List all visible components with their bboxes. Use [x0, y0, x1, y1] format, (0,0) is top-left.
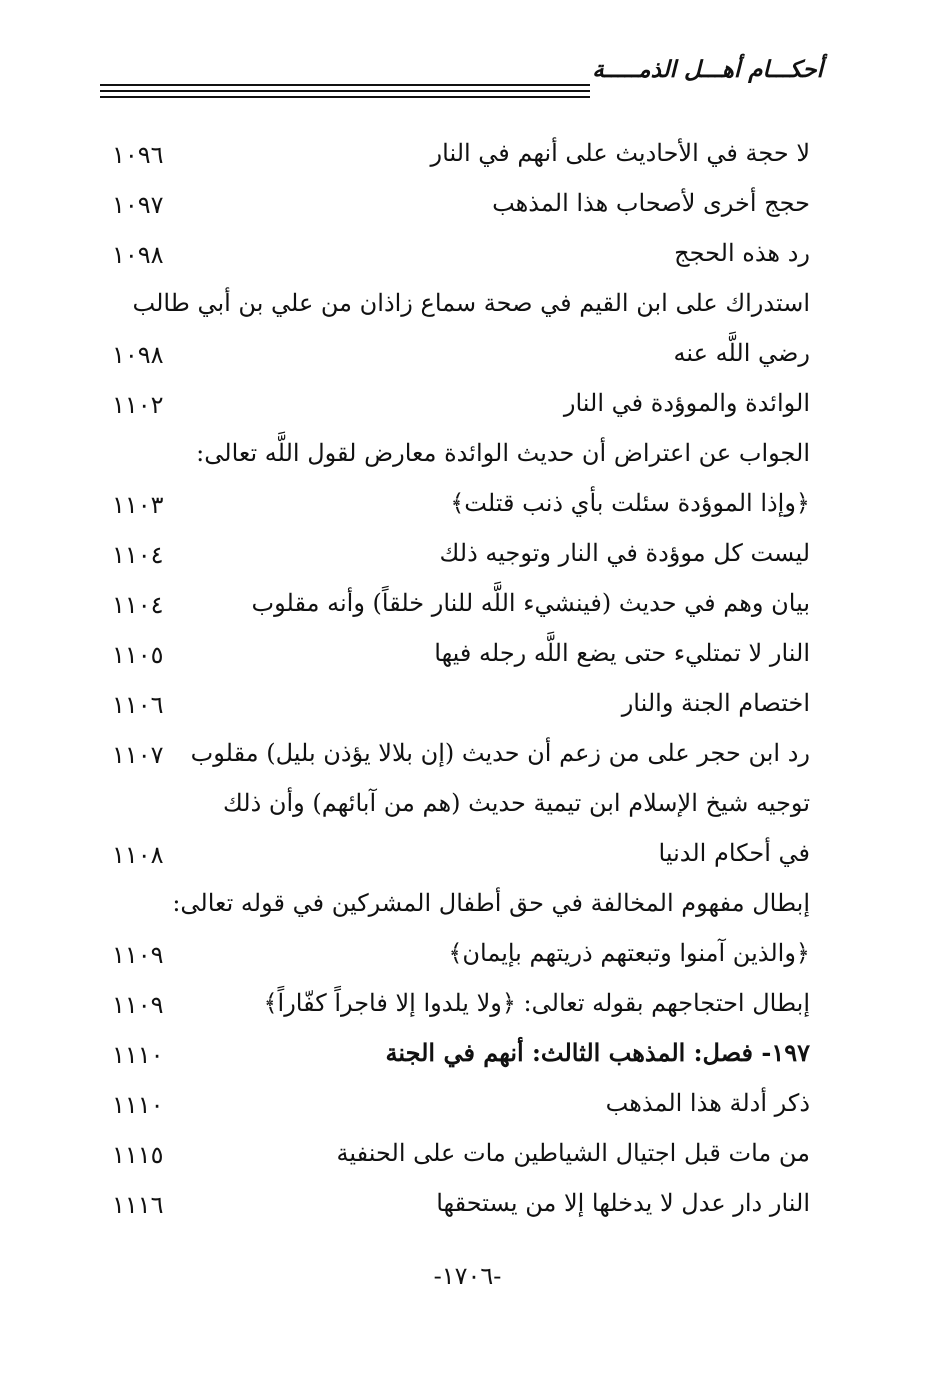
toc-entry-text: إبطال مفهوم المخالفة في حق أطفال المشركين في قوله تعالى: — [172, 889, 810, 917]
toc-row — [100, 480, 810, 530]
toc-row — [100, 780, 810, 830]
toc-row — [100, 580, 810, 630]
toc-page-number: ١١٠٦ — [112, 691, 164, 719]
toc-row — [100, 230, 810, 280]
header-rule — [100, 90, 590, 92]
toc-row — [100, 1030, 810, 1080]
toc-entry-text: إبطال احتجاجهم بقوله تعالى: ﴿ولا يلدوا إلا فاجراً كفّاراً﴾ — [263, 989, 810, 1017]
toc-page-number: ١١١٠ — [112, 1041, 164, 1069]
toc-row — [100, 1130, 810, 1180]
toc-page-number: ١٠٩٨ — [112, 341, 164, 369]
toc-row — [100, 730, 810, 780]
toc-entry-text: النار لا تمتليء حتى يضع اللَّه رجله فيها — [434, 639, 810, 667]
toc-entry-text: ﴿والذين آمنوا وتبعتهم ذريتهم بإيمان﴾ — [448, 939, 810, 967]
table-of-contents — [100, 130, 810, 1230]
toc-entry-text: رضي اللَّه عنه — [673, 339, 810, 367]
toc-row — [100, 880, 810, 930]
toc-entry-text: حجج أخرى لأصحاب هذا المذهب — [492, 189, 810, 217]
toc-row — [100, 830, 810, 880]
toc-entry-text: النار دار عدل لا يدخلها إلا من يستحقها — [436, 1189, 810, 1217]
section-heading: ١٩٧- فصل: المذهب الثالث: أنهم في الجنة — [385, 1038, 810, 1067]
toc-row — [100, 930, 810, 980]
toc-entry-text: الوائدة والموؤدة في النار — [563, 389, 810, 417]
toc-entry-text: اختصام الجنة والنار — [621, 689, 810, 717]
header-rule — [100, 96, 590, 98]
toc-row — [100, 680, 810, 730]
toc-page-number: ١٠٩٧ — [112, 191, 164, 219]
toc-row — [100, 980, 810, 1030]
toc-page-number: ١١٠٩ — [112, 991, 164, 1019]
header-rule — [100, 84, 590, 86]
toc-entry-text: ذكر أدلة هذا المذهب — [605, 1089, 810, 1117]
toc-entry-text: بيان وهم في حديث (فينشيء اللَّه للنار خلقاً) وأنه مقلوب — [251, 589, 810, 617]
toc-page-number: ١١٠٥ — [112, 641, 164, 669]
toc-page-number: ١٠٩٦ — [112, 141, 164, 169]
toc-entry-text: رد هذه الحجج — [674, 239, 810, 267]
toc-page-number: ١١٠٨ — [112, 841, 164, 869]
toc-entry-text: توجيه شيخ الإسلام ابن تيمية حديث (هم من آبائهم) وأن ذلك — [223, 789, 810, 817]
toc-row — [100, 530, 810, 580]
toc-entry-text: في أحكام الدنيا — [658, 839, 810, 867]
toc-page-number: ١١١٥ — [112, 1141, 164, 1169]
toc-entry-text: ليست كل موؤدة في النار وتوجيه ذلك — [439, 539, 810, 567]
toc-row — [100, 1080, 810, 1130]
toc-row — [100, 280, 810, 330]
toc-entry-text: رد ابن حجر على من زعم أن حديث (إن بلالا يؤذن بليل) مقلوب — [190, 739, 810, 767]
toc-entry-text: ﴿وإذا الموؤدة سئلت بأي ذنب قتلت﴾ — [450, 489, 810, 517]
toc-page-number: ١١٠٧ — [112, 741, 164, 769]
toc-page-number: ١١٠٤ — [112, 591, 164, 619]
toc-row — [100, 180, 810, 230]
toc-row — [100, 380, 810, 430]
toc-row — [100, 630, 810, 680]
toc-entry-text: لا حجة في الأحاديث على أنهم في النار — [430, 139, 810, 167]
toc-page-number: ١١١٦ — [112, 1191, 164, 1219]
toc-page-number: ١٠٩٨ — [112, 241, 164, 269]
toc-page-number: ١١٠٢ — [112, 391, 164, 419]
toc-entry-text: استدراك على ابن القيم في صحة سماع زاذان من علي بن أبي طالب — [132, 289, 810, 317]
toc-row — [100, 130, 810, 180]
toc-page-number: ١١٠٤ — [112, 541, 164, 569]
toc-page-number: ١١١٠ — [112, 1091, 164, 1119]
toc-page-number: ١١٠٣ — [112, 491, 164, 519]
page-number: -١٧٠٦- — [433, 1262, 502, 1290]
toc-entry-text: الجواب عن اعتراض أن حديث الوائدة معارض لقول اللَّه تعالى: — [196, 439, 810, 467]
toc-entry-text: من مات قبل اجتيال الشياطين مات على الحنفية — [336, 1139, 810, 1167]
toc-row — [100, 1180, 810, 1230]
book-title: أحكـــام أهـــل الذمـــــة — [592, 56, 823, 83]
toc-row — [100, 430, 810, 480]
toc-page-number: ١١٠٩ — [112, 941, 164, 969]
toc-row — [100, 330, 810, 380]
